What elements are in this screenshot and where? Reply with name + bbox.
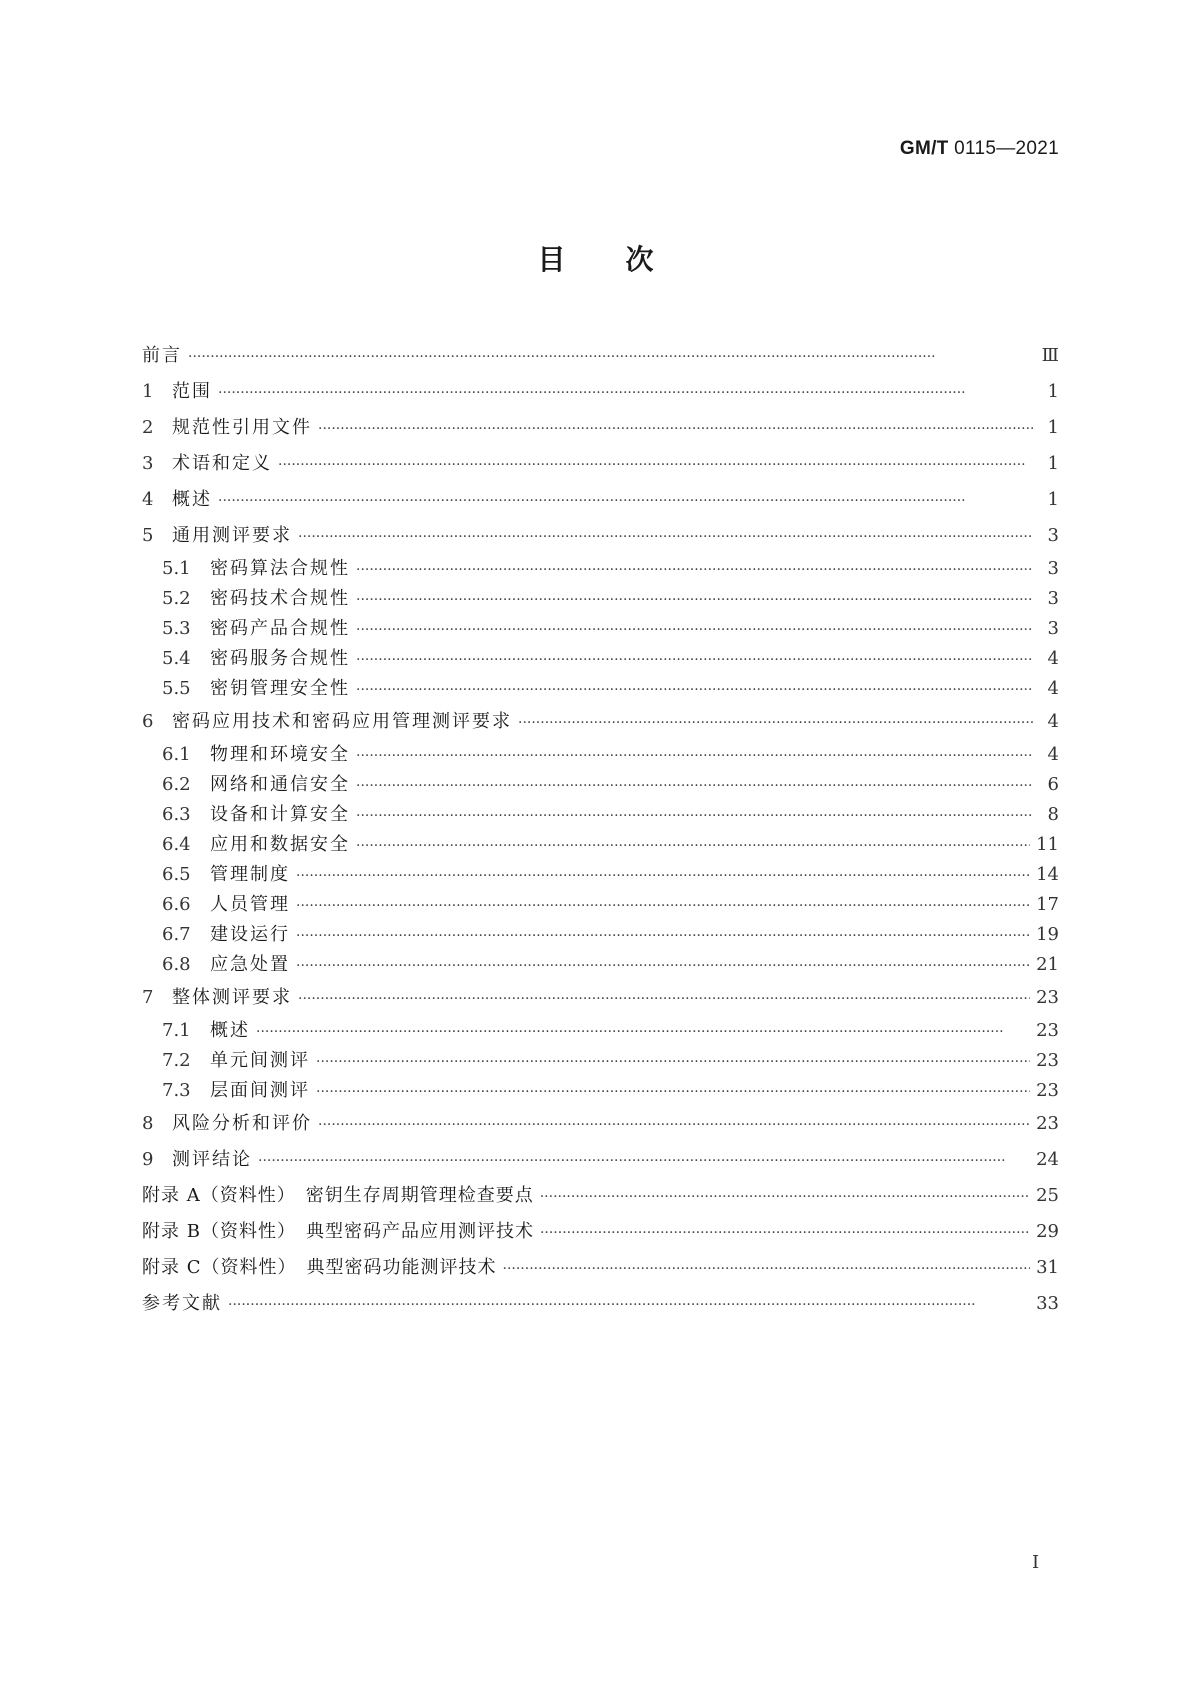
toc-entry-label: 通用测评要求 (172, 525, 292, 546)
document-code (900, 138, 1059, 160)
toc-entry-number: 6.1 (162, 744, 191, 765)
toc-entry[interactable] (142, 614, 1059, 644)
toc-leader-dots (518, 705, 1033, 741)
toc-entry[interactable] (142, 890, 1059, 920)
toc-entry-label: 网络和通信安全 (210, 774, 350, 795)
toc-entry-number: 7 (142, 987, 154, 1008)
toc-entry-number: 5 (142, 525, 154, 546)
toc-entry-label: 密码产品合规性 (210, 618, 350, 639)
toc-entry[interactable] (142, 1214, 1059, 1250)
toc-entry[interactable] (142, 950, 1059, 980)
toc-leader-dots (218, 483, 1033, 519)
toc-leader-dots (503, 1251, 1031, 1287)
toc-entry-page: 14 (1036, 864, 1059, 885)
toc-entry-number: 6.8 (162, 954, 191, 975)
toc-leader-dots (356, 675, 1033, 705)
toc-entry-number: 7.3 (162, 1080, 191, 1101)
page-title: 目次 (537, 243, 714, 276)
toc-entry-label: 概述 (210, 1020, 250, 1041)
toc-entry[interactable] (142, 1178, 1059, 1214)
toc-leader-dots (356, 555, 1033, 585)
toc-entry[interactable] (142, 374, 1059, 410)
toc-entry-page: 31 (1036, 1257, 1059, 1278)
toc-leader-dots (218, 375, 1033, 411)
toc-entry-page: 23 (1036, 987, 1059, 1008)
toc-entry-number: 5.1 (162, 558, 191, 579)
toc-leader-dots (256, 1017, 1030, 1047)
toc-entry-page: 25 (1036, 1185, 1059, 1206)
toc-leader-dots (318, 1107, 1030, 1143)
toc-entry-label: 应急处置 (210, 954, 290, 975)
toc-entry[interactable] (142, 860, 1059, 890)
toc-entry-number: 9 (142, 1149, 154, 1170)
toc-entry-number: 7.1 (162, 1020, 191, 1041)
toc-entry-label: 密码应用技术和密码应用管理测评要求 (172, 711, 512, 732)
toc-entry[interactable] (142, 410, 1059, 446)
toc-leader-dots (298, 981, 1030, 1017)
toc-entry[interactable] (142, 518, 1059, 554)
toc-entry-label: 参考文献 (142, 1293, 222, 1314)
toc-entry-number: 7.2 (162, 1050, 191, 1071)
toc-entry-page: 6 (1047, 774, 1059, 795)
toc-leader-dots (356, 585, 1033, 615)
toc-entry-label: 建设运行 (210, 924, 290, 945)
toc-entry-label: 密码服务合规性 (210, 648, 350, 669)
toc-entry-page: 23 (1036, 1020, 1059, 1041)
toc-entry[interactable] (142, 446, 1059, 482)
toc-entry-label: 风险分析和评价 (172, 1113, 312, 1134)
toc-entry[interactable] (142, 1106, 1059, 1142)
toc-leader-dots (356, 615, 1033, 645)
toc-entry[interactable] (142, 644, 1059, 674)
toc-entry-page: 3 (1047, 525, 1059, 546)
toc-entry-label: 应用和数据安全 (210, 834, 350, 855)
toc-entry-label: 密钥管理安全性 (210, 678, 350, 699)
toc-leader-dots (296, 891, 1030, 921)
toc-entry-page: 8 (1047, 804, 1059, 825)
toc-leader-dots (356, 645, 1033, 675)
table-of-contents (142, 338, 1059, 1322)
toc-entry-page: Ⅲ (1041, 345, 1059, 366)
document-code-prefix: GM/T (899, 138, 949, 159)
page-number: Ⅰ (1032, 1552, 1040, 1573)
toc-entry-label: 附录 B（资料性） 典型密码产品应用测评技术 (142, 1221, 534, 1242)
toc-entry-number: 5.5 (162, 678, 191, 699)
toc-entry-page: 4 (1047, 648, 1059, 669)
toc-entry[interactable] (142, 770, 1059, 800)
toc-leader-dots (298, 519, 1033, 555)
toc-entry-page: 11 (1036, 834, 1059, 855)
toc-entry-number: 6.5 (162, 864, 191, 885)
toc-entry-page: 1 (1047, 489, 1059, 510)
toc-leader-dots (356, 771, 1033, 801)
toc-entry-page: 23 (1036, 1113, 1059, 1134)
toc-entry-page: 3 (1047, 558, 1059, 579)
toc-entry[interactable] (142, 674, 1059, 704)
toc-entry[interactable] (142, 1142, 1059, 1178)
toc-leader-dots (296, 921, 1030, 951)
toc-entry[interactable] (142, 980, 1059, 1016)
toc-entry[interactable] (142, 1286, 1059, 1322)
toc-entry-number: 3 (142, 453, 154, 474)
toc-leader-dots (228, 1287, 1030, 1323)
toc-entry[interactable] (142, 482, 1059, 518)
toc-entry-page: 4 (1047, 744, 1059, 765)
toc-entry-page: 29 (1036, 1221, 1059, 1242)
toc-leader-dots (356, 801, 1033, 831)
toc-entry-label: 规范性引用文件 (172, 417, 312, 438)
toc-entry-label: 密码技术合规性 (210, 588, 350, 609)
document-code-number: 0115—2021 (954, 138, 1059, 159)
toc-entry-label: 整体测评要求 (172, 987, 292, 1008)
toc-entry-page: 1 (1047, 381, 1059, 402)
toc-entry[interactable] (142, 338, 1059, 374)
toc-entry-label: 管理制度 (210, 864, 290, 885)
toc-leader-dots (318, 411, 1033, 447)
toc-entry-number: 6.3 (162, 804, 191, 825)
toc-entry-page: 17 (1036, 894, 1059, 915)
toc-entry[interactable] (142, 800, 1059, 830)
toc-leader-dots (296, 951, 1030, 981)
toc-entry-number: 6 (142, 711, 154, 732)
toc-entry-number: 1 (142, 381, 154, 402)
toc-entry-number: 6.6 (162, 894, 191, 915)
toc-entry-page: 4 (1047, 711, 1059, 732)
toc-leader-dots (540, 1215, 1030, 1251)
toc-leader-dots (356, 741, 1033, 771)
toc-entry-number: 5.4 (162, 648, 191, 669)
toc-entry-label: 附录 A（资料性） 密钥生存周期管理检查要点 (142, 1185, 534, 1206)
toc-entry-label: 术语和定义 (172, 453, 272, 474)
toc-entry-number: 6.4 (162, 834, 191, 855)
toc-entry[interactable] (142, 1076, 1059, 1106)
toc-entry-page: 3 (1047, 588, 1059, 609)
toc-entry-label: 人员管理 (210, 894, 290, 915)
toc-entry[interactable] (142, 1046, 1059, 1076)
toc-entry-number: 5.3 (162, 618, 191, 639)
toc-entry-page: 21 (1036, 954, 1059, 975)
toc-entry-label: 前言 (142, 345, 182, 366)
toc-entry[interactable] (142, 1250, 1059, 1286)
toc-entry-label: 物理和环境安全 (210, 744, 350, 765)
toc-leader-dots (188, 339, 1033, 375)
toc-entry-page: 3 (1047, 618, 1059, 639)
toc-entry-number: 2 (142, 417, 154, 438)
toc-entry-label: 密码算法合规性 (210, 558, 350, 579)
toc-entry-page: 23 (1036, 1080, 1059, 1101)
toc-entry[interactable] (142, 554, 1059, 584)
toc-entry-label: 测评结论 (172, 1149, 252, 1170)
toc-entry-number: 6.2 (162, 774, 191, 795)
toc-entry-page: 24 (1036, 1149, 1059, 1170)
toc-entry-label: 单元间测评 (210, 1050, 310, 1071)
toc-entry-page: 1 (1047, 453, 1059, 474)
toc-leader-dots (356, 831, 1030, 861)
toc-entry-page: 23 (1036, 1050, 1059, 1071)
toc-entry[interactable] (142, 704, 1059, 740)
toc-entry-label: 设备和计算安全 (210, 804, 350, 825)
toc-leader-dots (258, 1143, 1030, 1179)
toc-entry-page: 33 (1036, 1293, 1059, 1314)
toc-entry[interactable] (142, 920, 1059, 950)
toc-leader-dots (540, 1179, 1030, 1215)
toc-entry-label: 概述 (172, 489, 212, 510)
toc-entry-number: 5.2 (162, 588, 191, 609)
toc-entry[interactable] (142, 1016, 1059, 1046)
toc-leader-dots (316, 1077, 1030, 1107)
toc-leader-dots (278, 447, 1033, 483)
toc-entry-number: 6.7 (162, 924, 191, 945)
toc-entry-page: 4 (1047, 678, 1059, 699)
toc-entry[interactable] (142, 830, 1059, 860)
toc-entry-page: 19 (1036, 924, 1059, 945)
toc-leader-dots (316, 1047, 1030, 1077)
toc-entry-label: 范围 (172, 381, 212, 402)
toc-entry-number: 4 (142, 489, 154, 510)
toc-entry-number: 8 (142, 1113, 154, 1134)
toc-entry[interactable] (142, 740, 1059, 770)
toc-entry-page: 1 (1047, 417, 1059, 438)
toc-entry-label: 附录 C（资料性） 典型密码功能测评技术 (142, 1257, 497, 1278)
toc-leader-dots (296, 861, 1030, 891)
toc-entry[interactable] (142, 584, 1059, 614)
toc-entry-label: 层面间测评 (210, 1080, 310, 1101)
